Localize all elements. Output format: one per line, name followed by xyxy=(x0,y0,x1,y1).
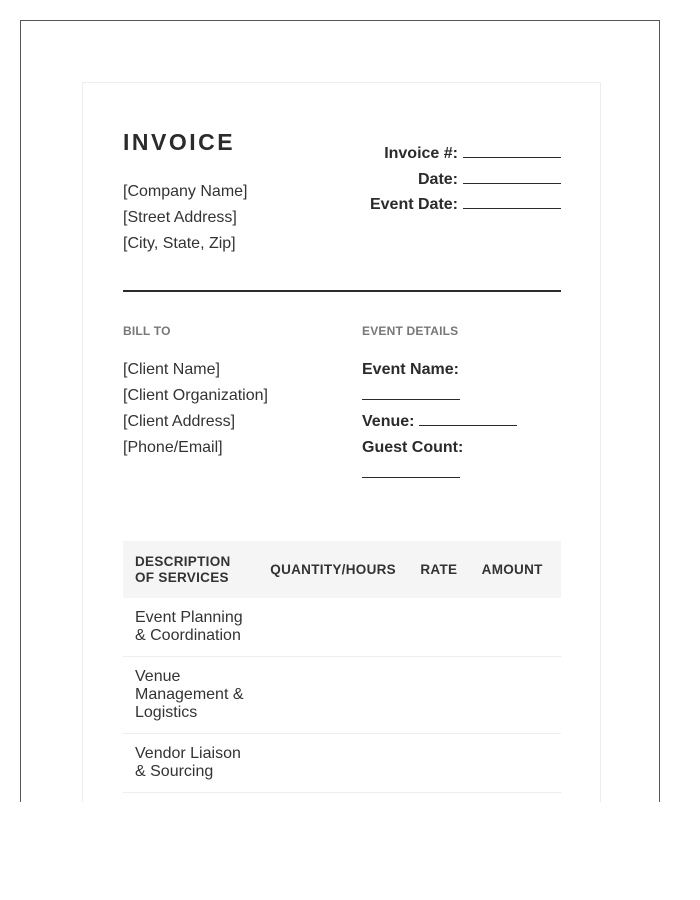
date-blank xyxy=(463,169,561,184)
venue-blank xyxy=(419,411,517,426)
event-name-blank xyxy=(362,385,460,400)
row-amount xyxy=(470,734,561,793)
event-date-row xyxy=(370,192,561,218)
company-street: [Street Address] xyxy=(123,209,237,226)
row-description: Vendor Liaison & Sourcing xyxy=(123,734,258,793)
table-row xyxy=(123,598,561,657)
event-name-label: Event Name: xyxy=(362,361,459,378)
event-name-blank-row xyxy=(362,383,517,409)
row-amount xyxy=(470,598,561,657)
guest-count-blank xyxy=(362,463,460,478)
date-label: Date: xyxy=(417,170,458,188)
header-divider xyxy=(123,290,561,292)
client-contact: [Phone/Email] xyxy=(123,439,223,456)
guest-count-blank-row xyxy=(362,461,517,487)
row-quantity xyxy=(258,598,408,657)
client-address: [Client Address] xyxy=(123,413,236,430)
date-row xyxy=(370,167,561,193)
invoice-title: INVOICE xyxy=(123,129,236,155)
invoice-page xyxy=(82,82,601,802)
client-name: [Client Name] xyxy=(123,361,220,378)
table-header-row xyxy=(123,541,561,598)
header-description: DESCRIPTION OF SERVICES xyxy=(123,541,258,598)
guest-count-label: Guest Count: xyxy=(362,439,464,456)
row-description: Event Planning & Coordination xyxy=(123,598,258,657)
bill-to-heading: BILL TO xyxy=(123,324,171,338)
header-rate: RATE xyxy=(408,541,470,598)
event-date-blank xyxy=(463,194,561,209)
header-amount: AMOUNT xyxy=(470,541,561,598)
event-date-label: Event Date: xyxy=(369,196,458,213)
row-rate xyxy=(408,657,470,734)
event-details-info xyxy=(362,357,517,487)
row-quantity xyxy=(258,657,408,734)
company-name: [Company Name] xyxy=(123,183,248,200)
venue-label: Venue: xyxy=(362,413,415,430)
row-amount xyxy=(470,657,561,734)
table-row xyxy=(123,734,561,793)
invoice-number-label: Invoice #: xyxy=(384,145,458,162)
header-quantity: QUANTITY/HOURS xyxy=(258,541,408,598)
row-rate xyxy=(408,598,470,657)
invoice-number-blank xyxy=(463,143,561,158)
document-frame xyxy=(20,20,660,802)
invoice-number-row xyxy=(370,141,561,167)
bill-to-info xyxy=(123,357,268,461)
table-row xyxy=(123,657,561,734)
company-info xyxy=(123,179,248,257)
row-description: Venue Management & Logistics xyxy=(123,657,258,734)
event-details-heading: EVENT DETAILS xyxy=(362,324,459,338)
services-table xyxy=(123,541,561,793)
row-quantity xyxy=(258,734,408,793)
venue-row xyxy=(362,409,517,435)
client-organization: [Client Organization] xyxy=(123,387,268,404)
row-rate xyxy=(408,734,470,793)
company-city: [City, State, Zip] xyxy=(123,235,236,252)
invoice-meta xyxy=(370,141,561,218)
